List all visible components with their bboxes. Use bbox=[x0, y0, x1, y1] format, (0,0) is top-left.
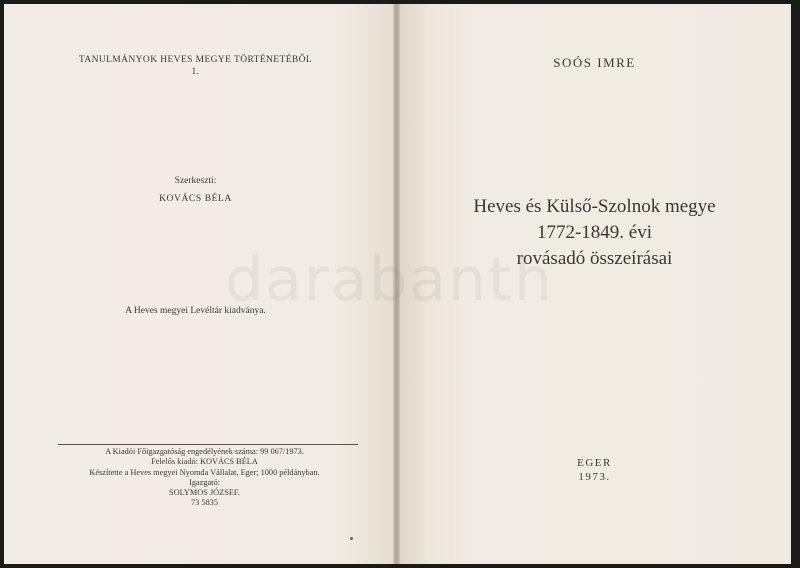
publication-place: EGER bbox=[577, 457, 612, 469]
publication-year: 1973. bbox=[578, 471, 611, 483]
imprint-line: Készítette a Heves megyei Nyomda Vállalat, Eger; 1000 példányban. bbox=[89, 467, 320, 477]
imprint-line: SOLYMOS JÓZSEF. bbox=[169, 488, 240, 498]
publication-place-year bbox=[398, 456, 791, 484]
title-line: 1772-1849. évi bbox=[536, 222, 653, 243]
author-name: SOÓS IMRE bbox=[553, 55, 636, 70]
imprint-line: 73 5835 bbox=[191, 498, 218, 508]
editor-label: Szerkeszti: bbox=[174, 176, 217, 186]
series-heading bbox=[0, 54, 391, 78]
series-title: TANULMÁNYOK HEVES MEGYE TÖRTÉNETÉBŐL bbox=[78, 55, 313, 65]
title-line: Heves és Külső-Szolnok megye bbox=[473, 196, 716, 217]
series-number: 1. bbox=[191, 67, 200, 77]
imprint-block bbox=[0, 447, 409, 509]
title-line: rovásadó összeírásai bbox=[516, 248, 673, 269]
imprint-line: Felelős kiadó: KOVÁCS BÉLA bbox=[151, 457, 258, 467]
imprint-divider bbox=[58, 444, 358, 445]
watermark: darabanth bbox=[225, 245, 554, 315]
imprint-line: Igazgató: bbox=[189, 477, 220, 487]
publisher-line: A Heves megyei Levéltár kiadványa. bbox=[125, 306, 266, 316]
paper-spot bbox=[350, 537, 353, 540]
editor-name: KOVÁCS BÉLA bbox=[159, 194, 232, 204]
imprint-line: A Kiadói Főigazgatóság engedélyének száma: 99 067/1973. bbox=[105, 447, 304, 456]
